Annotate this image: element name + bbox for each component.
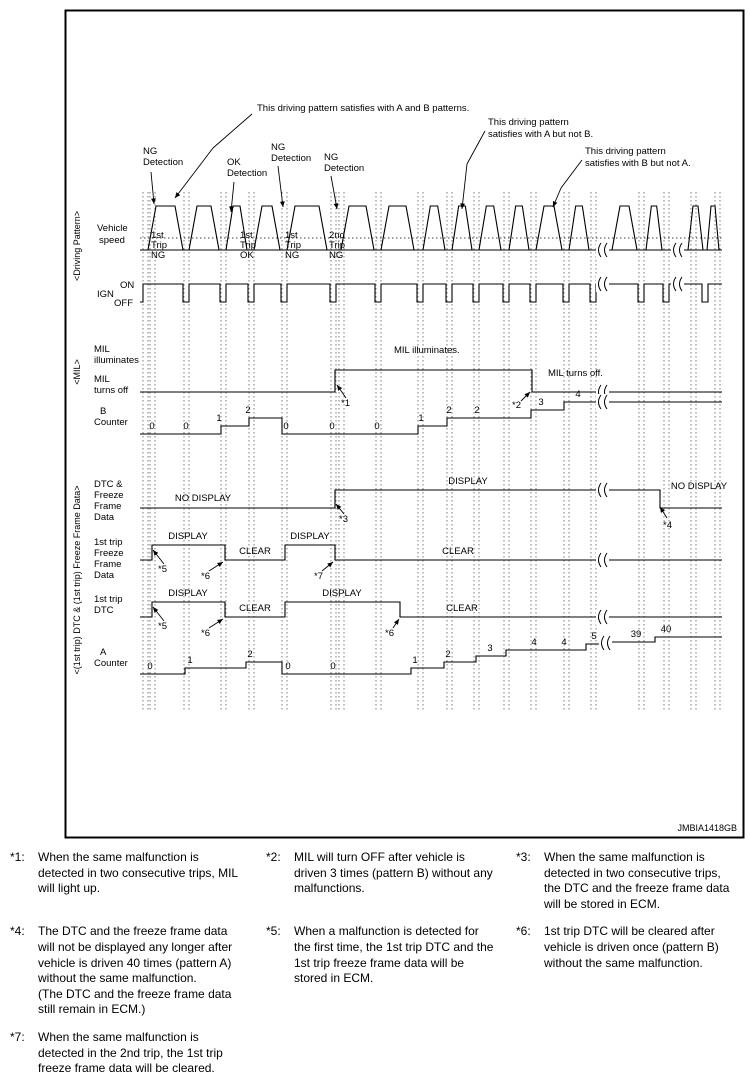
annotation-arrow [213, 114, 252, 148]
marker-ref: *7 [314, 571, 323, 582]
mil-event-label: MIL illuminates. [394, 345, 460, 356]
marker-arrow [153, 550, 158, 556]
detection-arrow [280, 201, 285, 207]
annotation-text: This driving pattern satisfies with A and B patterns. [257, 103, 470, 114]
annotation-arrow [467, 131, 485, 164]
footnote-text: When a malfunction is detected for the first time, the 1st trip DTC and the 1st trip freeze frame data will be stored in ECM. [294, 924, 494, 986]
row-label: 1st trip [94, 594, 123, 605]
trip-dtc-state-label: CLEAR [446, 603, 478, 614]
a-counter-value: 39 [630, 629, 642, 640]
annotation-text: This driving pattern [488, 117, 569, 128]
break-mark [596, 609, 609, 625]
detection-label: Detection [271, 153, 312, 164]
vehicle-speed-pulse [479, 206, 501, 250]
detection-label: Detection [227, 168, 268, 179]
b-counter-value: 2 [474, 405, 480, 416]
trip-result-label: 1st [240, 230, 253, 241]
trip-result-label: OK [240, 250, 254, 261]
marker-arrow [217, 619, 223, 624]
a-counter-value: 4 [561, 637, 567, 648]
row-label: Counter [94, 417, 128, 428]
axis-label: <(1st trip) DTC & (1st trip) Freeze Frame Data> [72, 485, 82, 675]
b-counter-value: 0 [183, 421, 189, 432]
axis-label: <Driving Pattern> [72, 210, 82, 282]
footnote-text [38, 924, 246, 1018]
row-label: Frame [94, 501, 122, 512]
footnote-text-line: The DTC and the freeze frame data will not be displayed any longer after vehicle is driven 40 times (pattern A) without the same malfunction. [38, 924, 233, 986]
trip-result-label: NG [151, 250, 166, 261]
annotation-arrow [175, 148, 213, 198]
diagram-frame-border [66, 11, 744, 838]
row-label: A [100, 647, 107, 658]
marker-ref: *3 [339, 514, 348, 525]
trip-dtc-state-label: DISPLAY [322, 588, 362, 599]
detection-label: Detection [324, 163, 365, 174]
vehicle-speed-pulse [381, 206, 414, 250]
vehicle-speed-pulse [423, 206, 445, 250]
trip-result-label: Trip [285, 240, 302, 251]
b-counter-value: 1 [216, 413, 222, 424]
footnote-text: When the same malfunction is detected in two consecutive trips, the DTC and the freeze frame data will be stored in ECM. [544, 850, 730, 911]
dtc-ffd-state-label: DISPLAY [448, 476, 488, 487]
b-counter-value: 0 [149, 421, 155, 432]
row-label: 1st trip [94, 537, 123, 548]
row-label: DTC & [94, 479, 123, 490]
row-label: illuminates [94, 355, 139, 366]
footnotes-section [0, 850, 750, 1077]
marker-ref: *2 [512, 400, 521, 411]
trip-result-label: Trip [240, 240, 257, 251]
annotation-arrow [462, 164, 467, 209]
footnote-text: When the same malfunction is detected in the 2nd trip, the 1st trip freeze frame data will be cleared. [38, 1029, 223, 1076]
b-counter-value: 2 [446, 405, 452, 416]
mil-waveform [140, 370, 722, 392]
footnote-id: *7: [10, 1029, 25, 1044]
footnote-id: *3: [516, 850, 531, 864]
a-counter-value: 3 [487, 643, 493, 654]
annotation-text: satisfies with A but not B. [488, 129, 594, 140]
trip-ffd-waveform [140, 545, 722, 560]
break-mark [596, 242, 609, 258]
break-mark [671, 242, 684, 258]
annotation-arrow [175, 192, 180, 198]
vehicle-speed-pulse [452, 206, 472, 250]
vehicle-speed-pulse [569, 206, 589, 250]
trip-dtc-waveform [140, 602, 722, 617]
row-label: DTC [94, 605, 114, 616]
annotation-arrow [561, 160, 582, 188]
ign-waveform [140, 284, 722, 302]
footnote-6 [506, 924, 750, 1018]
row-label: speed [99, 235, 125, 246]
detection-label: NG [271, 142, 286, 153]
vehicle-speed-pulse [254, 206, 280, 250]
footnote-text: MIL will turn OFF after vehicle is driven 3 times (pattern B) without any malfunctions. [294, 850, 493, 896]
break-mark [596, 276, 609, 292]
a-counter-value: 1 [187, 655, 193, 666]
a-counter-waveform [140, 644, 601, 674]
break-mark [596, 394, 609, 410]
trip-result-label: 2nd [329, 230, 345, 241]
marker-arrow [217, 562, 223, 567]
axis-label: <MIL> [72, 359, 82, 385]
footnote-3 [506, 850, 750, 912]
marker-ref: *6 [201, 571, 210, 582]
b-counter-value: 1 [418, 413, 424, 424]
row-label: B [100, 406, 107, 417]
annotation-text: satisfies with B but not A. [585, 158, 691, 169]
a-counter-value: 0 [147, 661, 153, 672]
marker-ref: *5 [158, 564, 167, 575]
marker-arrow [337, 385, 342, 391]
a-counter-value: 2 [247, 649, 253, 660]
dtc-ffd-state-label: NO DISPLAY [174, 493, 232, 504]
row-label: Data [94, 512, 115, 523]
trip-dtc-state-label: DISPLAY [168, 588, 208, 599]
marker-ref: *5 [158, 621, 167, 632]
row-label: IGN [97, 289, 114, 300]
detection-label: NG [324, 152, 339, 163]
marker-arrow [394, 619, 399, 625]
footnote-text: When the same malfunction is detected in two consecutive trips, MIL will light up. [38, 850, 238, 896]
vehicle-speed-pulse [341, 206, 374, 250]
row-label: turns off [94, 385, 129, 396]
vehicle-speed-pulse [688, 206, 703, 250]
a-counter-value: 0 [285, 661, 291, 672]
a-counter-value: 40 [660, 624, 672, 635]
marker-ref: *1 [341, 398, 350, 409]
b-counter-waveform [140, 402, 722, 434]
trip-ffd-state-label: CLEAR [239, 546, 271, 557]
row-label: Frame [94, 559, 122, 570]
dtc-ffd-state-label: NO DISPLAY [670, 481, 728, 492]
b-counter-value: 3 [538, 397, 544, 408]
row-label: ON [120, 280, 135, 291]
trip-dtc-state-label: CLEAR [239, 603, 271, 614]
break-mark [596, 482, 609, 498]
b-counter-value: 0 [329, 421, 335, 432]
vehicle-speed-pulse [509, 206, 529, 250]
detection-label: Detection [143, 157, 184, 168]
detection-label: NG [143, 146, 158, 157]
footnote-5 [256, 924, 506, 1018]
break-mark [596, 552, 609, 568]
trip-ffd-state-label: CLEAR [442, 546, 474, 557]
row-label: Freeze [94, 490, 124, 501]
a-counter-value: 4 [531, 637, 537, 648]
b-counter-value: 2 [245, 405, 251, 416]
b-counter-value: 4 [575, 389, 581, 400]
detection-label: OK [227, 157, 241, 168]
vehicle-speed-pulse [707, 206, 719, 250]
footnote-2 [256, 850, 506, 912]
marker-ref: *6 [385, 628, 394, 639]
trip-result-label: 1st [285, 230, 298, 241]
break-mark [671, 276, 684, 292]
footnote-id: *1: [10, 850, 25, 864]
annotation-text: This driving pattern [585, 146, 666, 157]
a-counter-waveform [607, 637, 722, 642]
row-label: Data [94, 570, 115, 581]
footnote-id: *6: [516, 924, 531, 939]
footnote-text-line: (The DTC and the freeze frame data still remain in ECM.) [38, 986, 232, 1017]
footnote-id: *4: [10, 924, 25, 939]
row-label: Vehicle [97, 223, 128, 234]
trip-result-label: NG [329, 250, 344, 261]
footnote-id: *2: [266, 850, 281, 864]
trip-result-label: Trip [151, 240, 168, 251]
marker-ref: *6 [201, 628, 210, 639]
trip-result-label: NG [285, 250, 300, 261]
vehicle-speed-pulse [612, 206, 637, 250]
footnote-id: *5: [266, 924, 281, 939]
trip-ffd-state-label: DISPLAY [290, 531, 330, 542]
a-counter-value: 5 [591, 631, 597, 642]
detection-arrow [229, 206, 234, 212]
diagram-code: JMBIA1418GB [677, 823, 737, 833]
break-mark [599, 635, 612, 651]
row-label: Counter [94, 658, 128, 669]
row-label: MIL [94, 344, 110, 355]
mil-event-label: MIL turns off. [548, 368, 603, 379]
row-label: Freeze [94, 548, 124, 559]
a-counter-value: 0 [330, 661, 336, 672]
vehicle-speed-pulse [536, 206, 562, 250]
vehicle-speed-pulse [646, 206, 662, 250]
row-label: MIL [94, 374, 110, 385]
a-counter-value: 1 [412, 655, 418, 666]
b-counter-value: 0 [283, 421, 289, 432]
footnote-1 [0, 850, 256, 912]
footnote-text: 1st trip DTC will be cleared after vehicle is driven once (pattern B) without the same malfunction. [544, 924, 719, 970]
detection-arrow [278, 166, 283, 207]
marker-arrow [153, 607, 158, 613]
trip-result-label: Trip [329, 240, 346, 251]
row-label: OFF [114, 298, 133, 309]
vehicle-speed-pulse [189, 206, 219, 250]
b-counter-value: 0 [374, 421, 380, 432]
a-counter-value: 2 [445, 649, 451, 660]
trip-ffd-state-label: DISPLAY [168, 531, 208, 542]
marker-ref: *4 [663, 520, 672, 531]
footnote-4 [0, 924, 256, 1018]
trip-result-label: 1st [151, 230, 164, 241]
